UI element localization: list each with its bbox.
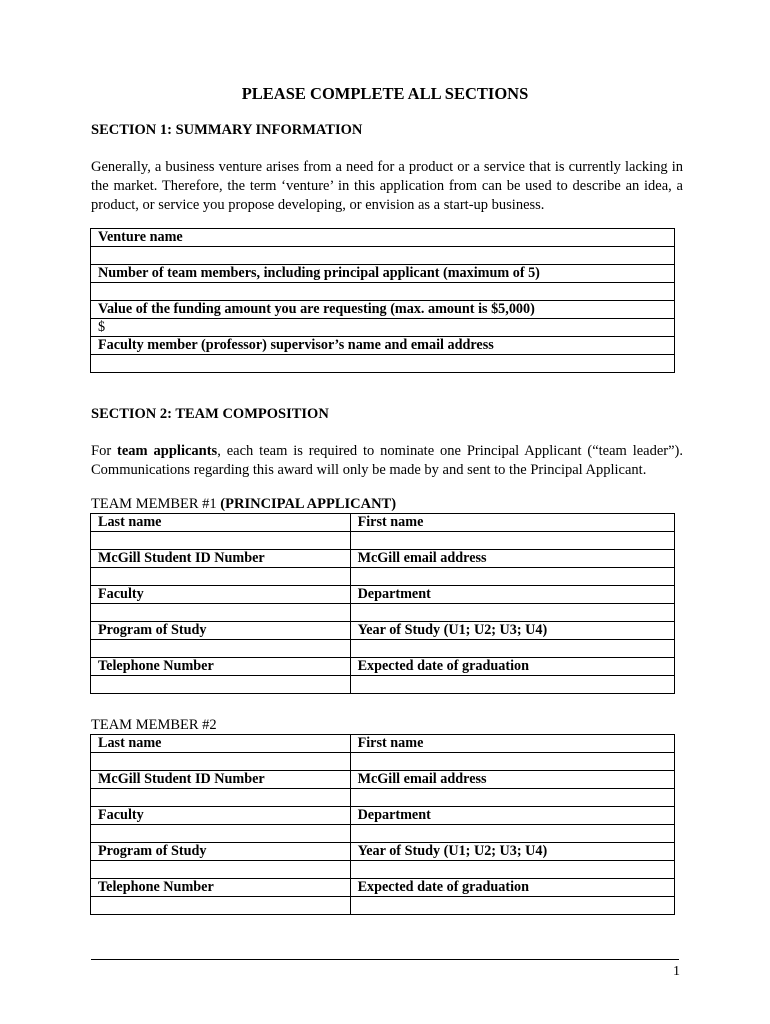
tm2-graduation-field[interactable] xyxy=(350,897,674,915)
tm2-department-field[interactable] xyxy=(350,825,674,843)
tm1-email-label: McGill email address xyxy=(350,550,674,568)
page-title: PLEASE COMPLETE ALL SECTIONS xyxy=(241,84,529,103)
team-member-1-table xyxy=(90,513,675,694)
tm1-year-field[interactable] xyxy=(350,640,674,658)
section-2-intro xyxy=(91,442,683,480)
tm1-year-label: Year of Study (U1; U2; U3; U4) xyxy=(350,622,674,640)
tm1-program-label: Program of Study xyxy=(91,622,351,640)
section-1-intro: Generally, a business venture arises from a need for a product or a service that is currently lacking in the market. Therefore, the term ‘venture’ in this application from can be used to describe an idea, a product, or service you propose developing, or envision as a start-up business. xyxy=(91,159,683,213)
tm2-faculty-label: Faculty xyxy=(91,807,351,825)
tm2-program-label: Program of Study xyxy=(91,843,351,861)
tm1-graduation-field[interactable] xyxy=(350,676,674,694)
tm1-first-name-field[interactable] xyxy=(350,532,674,550)
section-1-heading: SECTION 1: SUMMARY INFORMATION xyxy=(91,122,363,138)
funding-amount-label: Value of the funding amount you are requesting (max. amount is $5,000) xyxy=(91,301,675,319)
tm2-phone-label: Telephone Number xyxy=(91,879,351,897)
tm1-student-id-label: McGill Student ID Number xyxy=(91,550,351,568)
tm1-phone-field[interactable] xyxy=(91,676,351,694)
tm1-phone-label: Telephone Number xyxy=(91,658,351,676)
tm2-student-id-field[interactable] xyxy=(91,789,351,807)
team-member-2-heading: TEAM MEMBER #2 xyxy=(91,717,217,733)
tm2-first-name-field[interactable] xyxy=(350,753,674,771)
section-2-intro-suffix: , each team is required to nominate one Principal Applicant (“team leader”). Communications regarding this award will only be made by and sent to the Principal Applicant. xyxy=(91,443,684,478)
team-members-count-field[interactable] xyxy=(91,283,675,301)
footer-divider xyxy=(91,959,679,960)
principal-applicant-label: (PRINCIPAL APPLICANT) xyxy=(220,496,397,512)
tm2-last-name-field[interactable] xyxy=(91,753,351,771)
section-2-heading: SECTION 2: TEAM COMPOSITION xyxy=(91,406,329,422)
page-number: 1 xyxy=(673,964,680,979)
tm2-year-field[interactable] xyxy=(350,861,674,879)
tm1-faculty-field[interactable] xyxy=(91,604,351,622)
tm1-last-name-label: Last name xyxy=(91,514,351,532)
team-member-1-label: TEAM MEMBER #1 xyxy=(91,496,221,512)
tm2-email-label: McGill email address xyxy=(350,771,674,789)
tm1-graduation-label: Expected date of graduation xyxy=(350,658,674,676)
venture-name-field[interactable] xyxy=(91,247,675,265)
venture-name-label: Venture name xyxy=(91,229,675,247)
tm2-email-field[interactable] xyxy=(350,789,674,807)
tm2-first-name-label: First name xyxy=(350,735,674,753)
tm1-program-field[interactable] xyxy=(91,640,351,658)
tm1-email-field[interactable] xyxy=(350,568,674,586)
supervisor-label: Faculty member (professor) supervisor’s name and email address xyxy=(91,337,675,355)
tm2-graduation-label: Expected date of graduation xyxy=(350,879,674,897)
tm1-faculty-label: Faculty xyxy=(91,586,351,604)
tm2-phone-field[interactable] xyxy=(91,897,351,915)
section-2-intro-prefix: For xyxy=(91,443,118,459)
tm1-first-name-label: First name xyxy=(350,514,674,532)
tm1-department-label: Department xyxy=(350,586,674,604)
tm1-department-field[interactable] xyxy=(350,604,674,622)
tm2-faculty-field[interactable] xyxy=(91,825,351,843)
tm1-student-id-field[interactable] xyxy=(91,568,351,586)
team-member-2-table xyxy=(90,734,675,915)
tm2-last-name-label: Last name xyxy=(91,735,351,753)
summary-table xyxy=(90,228,675,373)
team-members-count-label: Number of team members, including principal applicant (maximum of 5) xyxy=(91,265,675,283)
tm2-year-label: Year of Study (U1; U2; U3; U4) xyxy=(350,843,674,861)
supervisor-field[interactable] xyxy=(91,355,675,373)
tm1-last-name-field[interactable] xyxy=(91,532,351,550)
section-2-intro-bold: team applicants xyxy=(117,443,218,459)
tm2-department-label: Department xyxy=(350,807,674,825)
tm2-program-field[interactable] xyxy=(91,861,351,879)
tm2-student-id-label: McGill Student ID Number xyxy=(91,771,351,789)
funding-amount-field[interactable]: $ xyxy=(91,319,675,337)
team-member-1-heading xyxy=(91,496,396,513)
